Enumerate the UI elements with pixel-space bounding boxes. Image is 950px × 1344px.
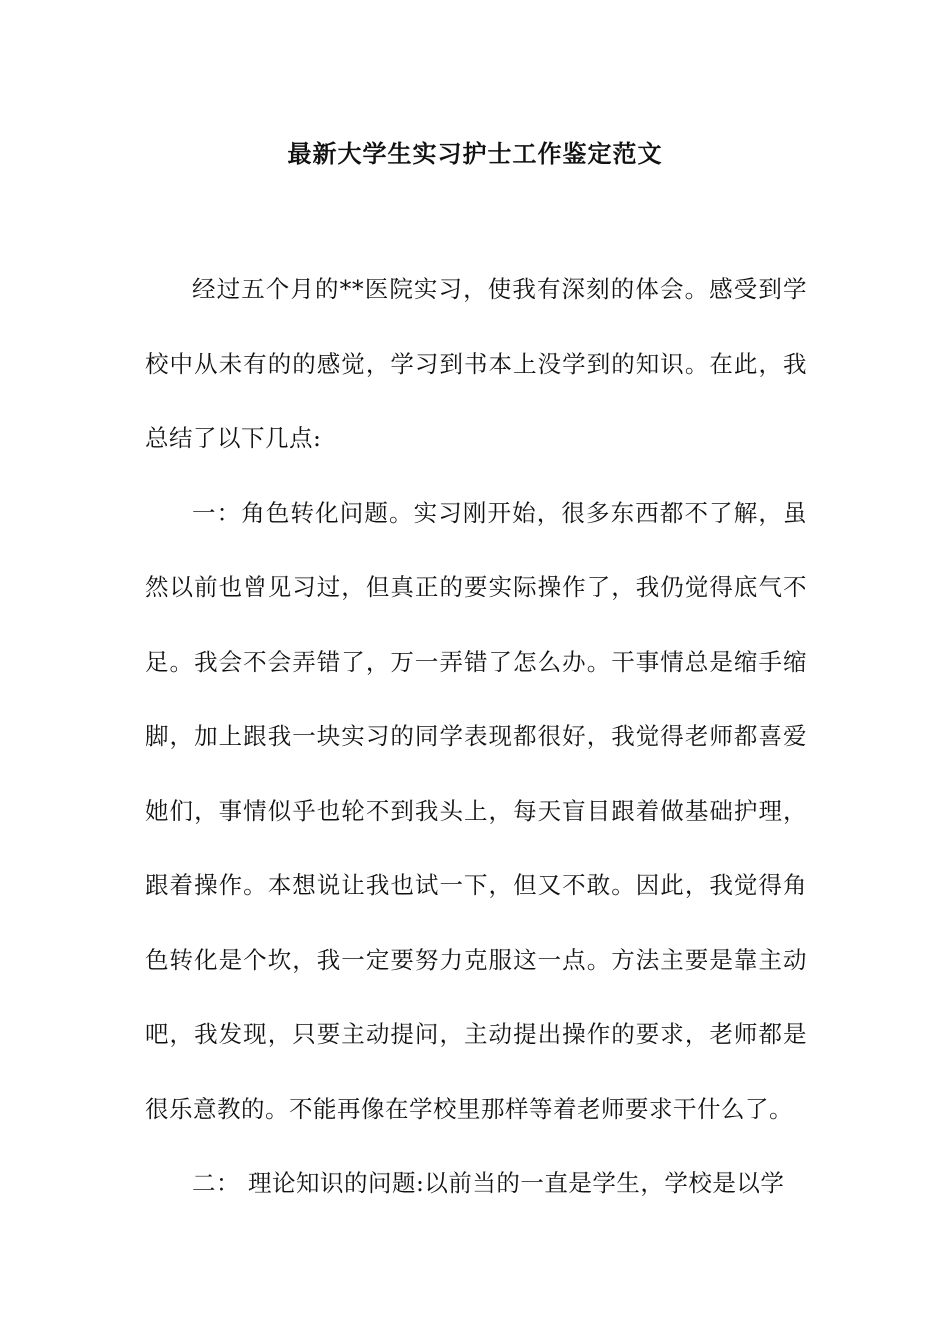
document-title: 最新大学生实习护士工作鉴定范文 [287, 139, 663, 168]
document-body [145, 252, 807, 1221]
paragraph-theory-knowledge: 二： 理论知识的问题:以前当的一直是学生，学校是以学 [192, 1169, 785, 1197]
paragraph-intro: 经过五个月的**医院实习，使我有深刻的体会。感受到学校中从未有的的感觉，学习到书本上没学到的知识。在此，我总结了以下几点: [145, 275, 807, 452]
paragraph-role-transition: 一：角色转化问题。实习刚开始，很多东西都不了解，虽然以前也曾见习过，但真正的要实际操作了，我仍觉得底气不足。我会不会弄错了，万一弄错了怎么办。干事情总是缩手缩脚，加上跟我一块实习的同学表现都很好，我觉得老师都喜爱她们，事情似乎也轮不到我头上，每天盲目跟着做基础护理，跟着操作。本想说让我也试一下，但又不敢。因此，我觉得角色转化是个坎，我一定要努力克服这一点。方法主要是靠主动吧，我发现，只要主动提问，主动提出操作的要求，老师都是很乐意教的。不能再像在学校里那样等着老师要求干什么了。 [145, 498, 807, 1123]
